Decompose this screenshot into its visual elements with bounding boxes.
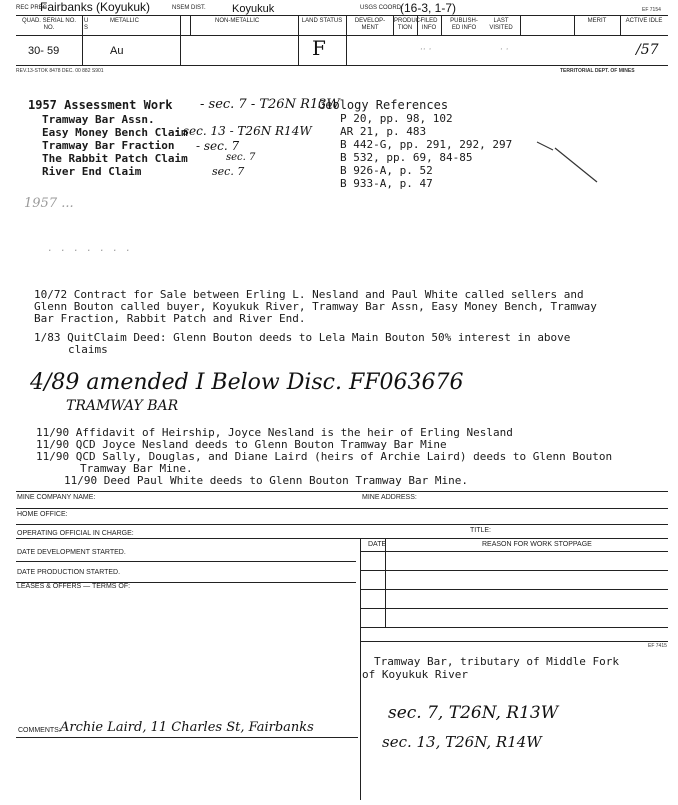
entry-line: 1/83 QuitClaim Deed: Glenn Bouton deeds to Lela Main Bouton 50% interest in above bbox=[34, 331, 571, 344]
entry-1190-line: 11/90 Affidavit of Heirship, Joyce Nesland is the heir of Erling Nesland bbox=[36, 426, 513, 439]
col-divider bbox=[520, 15, 521, 35]
col-divider bbox=[180, 15, 181, 65]
date-production-label: DATE PRODUCTION STARTED. bbox=[17, 569, 121, 576]
table-divider bbox=[360, 538, 361, 800]
land-status-value: F bbox=[312, 36, 326, 60]
operating-official-label: OPERATING OFFICIAL IN CHARGE: bbox=[17, 530, 134, 537]
faint-scribble: · · · · · · · bbox=[48, 244, 133, 257]
col-divider bbox=[620, 15, 621, 35]
form-rule bbox=[360, 570, 668, 571]
form-code-small: EF 7415 bbox=[648, 643, 667, 649]
form-rule bbox=[360, 608, 668, 609]
col-divider bbox=[441, 15, 442, 35]
col-divider bbox=[298, 15, 299, 65]
col-filed-info: FILED INFO bbox=[420, 18, 438, 31]
table-divider bbox=[385, 538, 386, 627]
form-rule bbox=[16, 737, 358, 738]
entry-line: Glenn Bouton called buyer, Koyukuk River, Tramway Bar Assn, Easy Money Bench, Tramway bbox=[34, 300, 597, 313]
form-rule bbox=[16, 538, 668, 539]
entry-1190-line: 11/90 QCD Joyce Nesland deeds to Glenn Bouton Tramway Bar Mine bbox=[36, 438, 447, 451]
form-rule bbox=[16, 561, 356, 562]
col-divider bbox=[82, 15, 83, 65]
hand-annotation: - sec. 13 - T26N R14W bbox=[175, 124, 312, 138]
assessment-item: Easy Money Bench Claim bbox=[42, 126, 188, 139]
faint-mark: · · bbox=[500, 45, 509, 55]
col-u: U S bbox=[84, 18, 89, 31]
sub-line-right: TERRITORIAL DEPT. OF MINES bbox=[560, 68, 635, 74]
check-mark-stroke bbox=[535, 140, 605, 185]
form-rule bbox=[360, 641, 668, 642]
assessment-item: The Rabbit Patch Claim bbox=[42, 152, 188, 165]
leases-label: LEASES & OFFERS — TERMS OF: bbox=[17, 583, 131, 590]
comments-value: Archie Laird, 11 Charles St, Fairbanks bbox=[60, 720, 314, 735]
form-rule bbox=[360, 627, 668, 628]
form-rule bbox=[360, 551, 668, 552]
hand-annotation: - sec. 7 - T26N R13W bbox=[200, 97, 340, 112]
geology-ref: B 926-A, p. 52 bbox=[340, 164, 433, 177]
geology-heading: Geology References bbox=[318, 98, 449, 112]
assessment-item: Tramway Bar Fraction bbox=[42, 139, 175, 152]
col-metallic: METALLIC bbox=[110, 18, 139, 24]
mine-company-name-label: MINE COMPANY NAME: bbox=[17, 494, 96, 501]
location-note: Tramway Bar, tributary of Middle Fork bbox=[374, 655, 620, 668]
title-label: TITLE: bbox=[470, 527, 492, 534]
col-merit: MERIT bbox=[587, 18, 607, 24]
usgs-coord-value: (16-3, 1-7) bbox=[400, 1, 457, 15]
col-divider bbox=[190, 15, 191, 35]
reason-col-label: REASON FOR WORK STOPPAGE bbox=[482, 541, 592, 548]
date-development-label: DATE DEVELOPMENT STARTED. bbox=[17, 549, 126, 556]
handwritten-location: sec. 7, T26N, R13W bbox=[388, 703, 559, 723]
entry-line: claims bbox=[68, 343, 108, 356]
col-quad-serial: QUAD. SERIAL NO. NO. bbox=[21, 18, 77, 31]
nsem-dist-value: Koyukuk bbox=[232, 3, 275, 15]
sub-line-left: REV.13-STOK 8478 DEC. 00 882 S901 bbox=[16, 68, 104, 74]
metallic-value: Au bbox=[110, 45, 124, 57]
header-rule-bottom bbox=[16, 65, 668, 66]
entry-1190-line: Tramway Bar Mine. bbox=[80, 462, 193, 475]
col-published-info: PUBLISH- ED INFO bbox=[450, 18, 478, 31]
assessment-item: Tramway Bar Assn. bbox=[42, 113, 155, 126]
hand-annotation: - sec. 7 bbox=[196, 139, 240, 153]
header-rule-top bbox=[16, 15, 668, 16]
geology-ref: AR 21, p. 483 bbox=[340, 125, 427, 138]
form-code: EF 7154 bbox=[642, 7, 661, 13]
assessment-heading: 1957 Assessment Work bbox=[28, 98, 173, 112]
geology-ref: B 532, pp. 69, 84-85 bbox=[340, 151, 473, 164]
rec-prec-label: REC PREC bbox=[16, 5, 48, 11]
header-rule-mid bbox=[16, 35, 668, 36]
handwritten-tramway: TRAMWAY BAR bbox=[66, 398, 179, 414]
hand-annotation: sec. 7 bbox=[226, 152, 256, 163]
col-develop-ment: DEVELOP- MENT bbox=[354, 18, 386, 31]
quad-value: 30- 59 bbox=[28, 45, 60, 57]
col-active-idle: ACTIVE IDLE bbox=[625, 18, 663, 24]
home-office-label: HOME OFFICE: bbox=[17, 511, 68, 518]
handwritten-amendment: 4/89 amended I Below Disc. FF063676 bbox=[30, 370, 464, 395]
geology-ref: B 442-G, pp. 291, 292, 297 bbox=[340, 138, 513, 151]
geology-ref: P 20, pp. 98, 102 bbox=[340, 112, 453, 125]
usgs-coord-label: USGS COORD. bbox=[360, 5, 403, 11]
entry-line: 10/72 Contract for Sale between Erling L. Nesland and Paul White called sellers and bbox=[34, 288, 584, 301]
comments-label: COMMENTS: bbox=[18, 727, 61, 734]
entry-line: Bar Fraction, Rabbit Patch and River End. bbox=[34, 312, 306, 325]
nsem-dist-label: NSEM DIST. bbox=[172, 5, 206, 11]
form-rule bbox=[360, 589, 668, 590]
form-rule bbox=[16, 508, 668, 509]
entry-1190-line: 11/90 QCD Sally, Douglas, and Diane Laird (heirs of Archie Laird) deeds to Glenn Bouton bbox=[36, 450, 613, 463]
col-divider bbox=[346, 15, 347, 65]
col-land-status: LAND STATUS bbox=[301, 18, 343, 24]
rec-prec-value: Fairbanks (Koyukuk) bbox=[40, 0, 151, 14]
col-divider bbox=[574, 15, 575, 35]
idle-value: /57 bbox=[636, 42, 659, 58]
entry-1190-line: 11/90 Deed Paul White deeds to Glenn Bouton Tramway Bar Mine. bbox=[64, 474, 468, 487]
location-note: of Koyukuk River bbox=[362, 668, 468, 681]
col-nonmetallic: NON-METALLIC bbox=[215, 18, 260, 24]
form-rule bbox=[16, 524, 668, 525]
mine-address-label: MINE ADDRESS: bbox=[362, 494, 417, 501]
assessment-item: River End Claim bbox=[42, 165, 142, 178]
geology-ref: B 933-A, p. 47 bbox=[340, 177, 433, 190]
form-rule bbox=[16, 491, 668, 492]
col-last-visited: LAST VISITED bbox=[489, 18, 513, 31]
col-production: PRODUC- TION bbox=[394, 18, 422, 31]
handwritten-location: sec. 13, T26N, R14W bbox=[382, 733, 542, 751]
hand-annotation: sec. 7 bbox=[212, 165, 245, 178]
faint-mark: ·· · bbox=[420, 45, 432, 55]
date-col-label: DATE bbox=[368, 541, 387, 548]
faint-note: 1957 ... bbox=[24, 196, 74, 211]
